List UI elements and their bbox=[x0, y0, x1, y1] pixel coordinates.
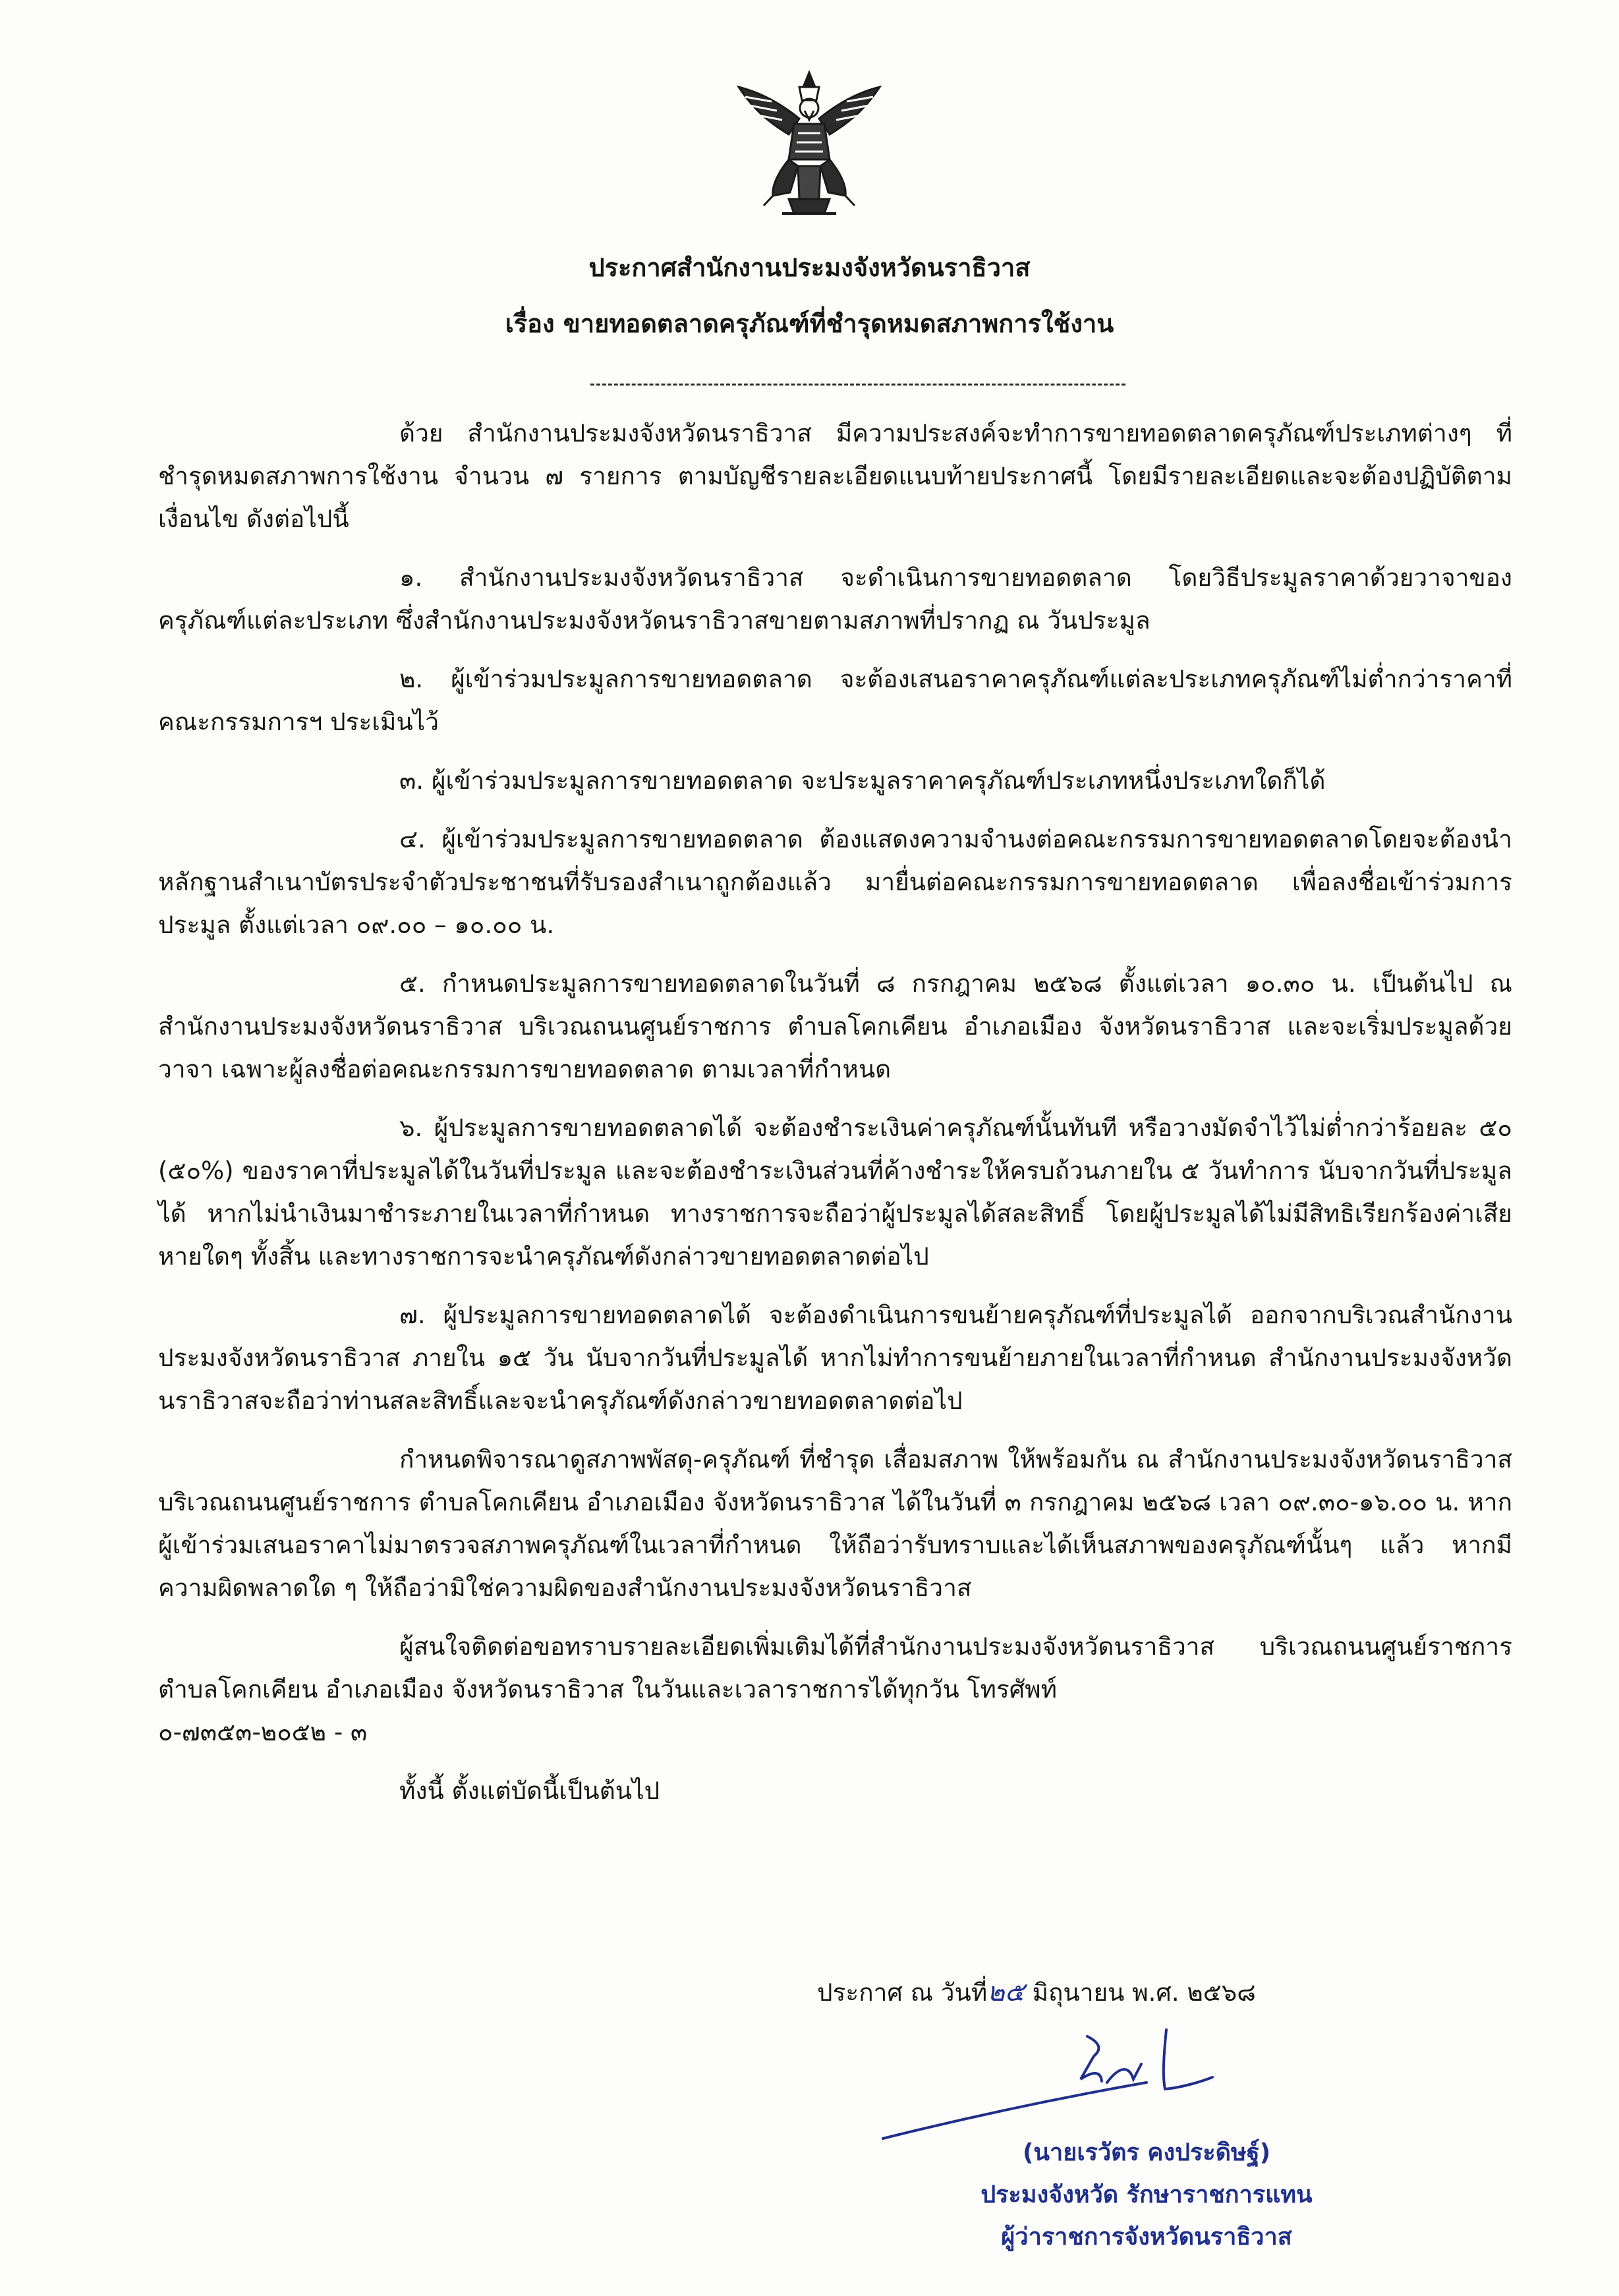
garuda-emblem-icon bbox=[725, 61, 894, 229]
condition-item-4: ๔. ผู้เข้าร่วมประมูลการขายทอดตลาด ต้องแสดงความจำนงต่อคณะกรรมการขายทอดตลาดโดยจะต้องนำหลักฐานสำเนาบัตรประจำตัวประชาชนที่รับรองสำเนาถูกต้องแล้ว มายื่นต่อคณะกรรมการขายทอดตลาด เพื่อลงชื่อเข้าร่วมการประมูล ตั้งแต่เวลา ๐๙.๐๐ – ๑๐.๐๐ น. bbox=[158, 825, 1512, 939]
title-divider bbox=[590, 384, 1125, 386]
signer-name: (นายเรวัตร คงประดิษฐ์) bbox=[1022, 2139, 1271, 2166]
closing-statement: ทั้งนี้ ตั้งแต่บัดนี้เป็นต้นไป bbox=[399, 1777, 660, 1805]
intro-paragraph: ด้วย สำนักงานประมงจังหวัดนราธิวาส มีความประสงค์จะทำการขายทอดตลาดครุภัณฑ์ประเภทต่างๆ ที่ชำรุดหมดสภาพการใช้งาน จำนวน ๗ รายการ ตามบัญชีรายละเอียดแนบท้ายประกาศนี้ โดยมีรายละเอียดและจะต้องปฏิบัติตามเงื่อนไข ดังต่อไปนี้ bbox=[158, 419, 1512, 533]
announcement-body bbox=[158, 412, 1512, 1812]
contact-phone: ๐-๗๓๕๓-๒๐๕๒ - ๓ bbox=[158, 1718, 368, 1746]
announcement-subject: เรื่อง ขายทอดตลาดครุภัณฑ์ที่ชำรุดหมดสภาพการใช้งาน bbox=[505, 309, 1114, 338]
signer-block bbox=[896, 2132, 1397, 2258]
condition-item-7: ๗. ผู้ประมูลการขายทอดตลาดได้ จะต้องดำเนินการขนย้ายครุภัณฑ์ที่ประมูลได้ ออกจากบริเวณสำนักงานประมงจังหวัดนราธิวาส ภายใน ๑๕ วัน นับจากวันที่ประมูลได้ หากไม่ทำการขนย้ายภายในเวลาที่กำหนด สำนักงานประมงจังหวัดนราธิวาสจะถือว่าท่านสละสิทธิ์และจะนำครุภัณฑ์ดังกล่าวขายทอดตลาดต่อไป bbox=[158, 1301, 1512, 1415]
signer-position: ประมงจังหวัด รักษาราชการแทน bbox=[980, 2181, 1313, 2208]
condition-item-6: ๖. ผู้ประมูลการขายทอดตลาดได้ จะต้องชำระเงินค่าครุภัณฑ์นั้นทันที หรือวางมัดจำไว้ไม่ต่ำกว่าร้อยละ ๕๐ (๕๐%) ของราคาที่ประมูลได้ในวันที่ประมูล และจะต้องชำระเงินส่วนที่ค้างชำระให้ครบถ้วนภายใน ๕ วันทำการ นับจากวันที่ประมูลได้ หากไม่นำเงินมาชำระภายในเวลาที่กำหนด ทางราชการจะถือว่าผู้ประมูลได้สละสิทธิ์ โดยผู้ประมูลได้ไม่มีสิทธิเรียกร้องค่าเสียหายใดๆ ทั้งสิ้น และทางราชการจะนำครุภัณฑ์ดังกล่าวขายทอดตลาดต่อไป bbox=[158, 1114, 1512, 1271]
condition-item-5: ๕. กำหนดประมูลการขายทอดตลาดในวันที่ ๘ กรกฎาคม ๒๕๖๘ ตั้งแต่เวลา ๑๐.๓๐ น. เป็นต้นไป ณ สำนักงานประมงจังหวัดนราธิวาส บริเวณถนนศูนย์ราชการ ตำบลโคกเคียน อำเภอเมือง จังหวัดนราธิวาส และจะเริ่มประมูลด้วยวาจา เฉพาะผู้ลงชื่อต่อคณะกรรมการขายทอดตลาด ตามเวลาที่กำหนด bbox=[158, 969, 1512, 1083]
handwritten-signature bbox=[870, 2017, 1239, 2148]
condition-item-1: ๑. สำนักงานประมงจังหวัดนราธิวาส จะดำเนินการขายทอดตลาด โดยวิธีประมูลราคาด้วยวาจาของครุภัณฑ์แต่ละประเภท ซึ่งสำนักงานประมงจังหวัดนราธิวาสขายตามสภาพที่ปรากฏ ณ วันประมูล bbox=[158, 563, 1512, 635]
inspection-paragraph: กำหนดพิจารณาดูสภาพพัสดุ-ครุภัณฑ์ ที่ชำรุด เสื่อมสภาพ ให้พร้อมกัน ณ สำนักงานประมงจังหวัดนราธิวาส บริเวณถนนศูนย์ราชการ ตำบลโคกเคียน อำเภอเมือง จังหวัดนราธิวาส ได้ในวันที่ ๓ กรกฎาคม ๒๕๖๘ เวลา ๐๙.๓๐-๑๖.๐๐ น. หากผู้เข้าร่วมเสนอราคาไม่มาตรวจสภาพครุภัณฑ์ในเวลาที่กำหนด ให้ถือว่ารับทราบและได้เห็นสภาพของครุภัณฑ์นั้นๆ แล้ว หากมีความผิดพลาดใด ๆ ให้ถือว่ามิใช่ความผิดของสำนักงานประมงจังหวัดนราธิวาส bbox=[158, 1445, 1512, 1602]
date-month-year: มิถุนายน พ.ศ. ๒๕๖๘ bbox=[1032, 1978, 1256, 2007]
signer-acting-for: ผู้ว่าราชการจังหวัดนราธิวาส bbox=[1001, 2224, 1292, 2251]
condition-item-2: ๒. ผู้เข้าร่วมประมูลการขายทอดตลาด จะต้องเสนอราคาครุภัณฑ์แต่ละประเภทครุภัณฑ์ไม่ต่ำกว่าราคาที่คณะกรรมการฯ ประเมินไว้ bbox=[158, 665, 1512, 736]
date-day-handwritten: ๒๕ bbox=[987, 1977, 1025, 2007]
announcement-title: ประกาศสำนักงานประมงจังหวัดนราธิวาส bbox=[588, 253, 1031, 282]
contact-paragraph: ผู้สนใจติดต่อขอทราบรายละเอียดเพิ่มเติมได้ที่สำนักงานประมงจังหวัดนราธิวาส บริเวณถนนศูนย์ราชการ ตำบลโคกเคียน อำเภอเมือง จังหวัดนราธิวาส ในวันและเวลาราชการได้ทุกวัน โทรศัพท์ bbox=[158, 1632, 1512, 1704]
announcement-date bbox=[817, 1970, 1256, 2013]
condition-item-3: ๓. ผู้เข้าร่วมประมูลการขายทอดตลาด จะประมูลราคาครุภัณฑ์ประเภทหนึ่งประเภทใดก็ได้ bbox=[399, 766, 1326, 795]
date-prefix: ประกาศ ณ วันที่ bbox=[817, 1978, 988, 2007]
